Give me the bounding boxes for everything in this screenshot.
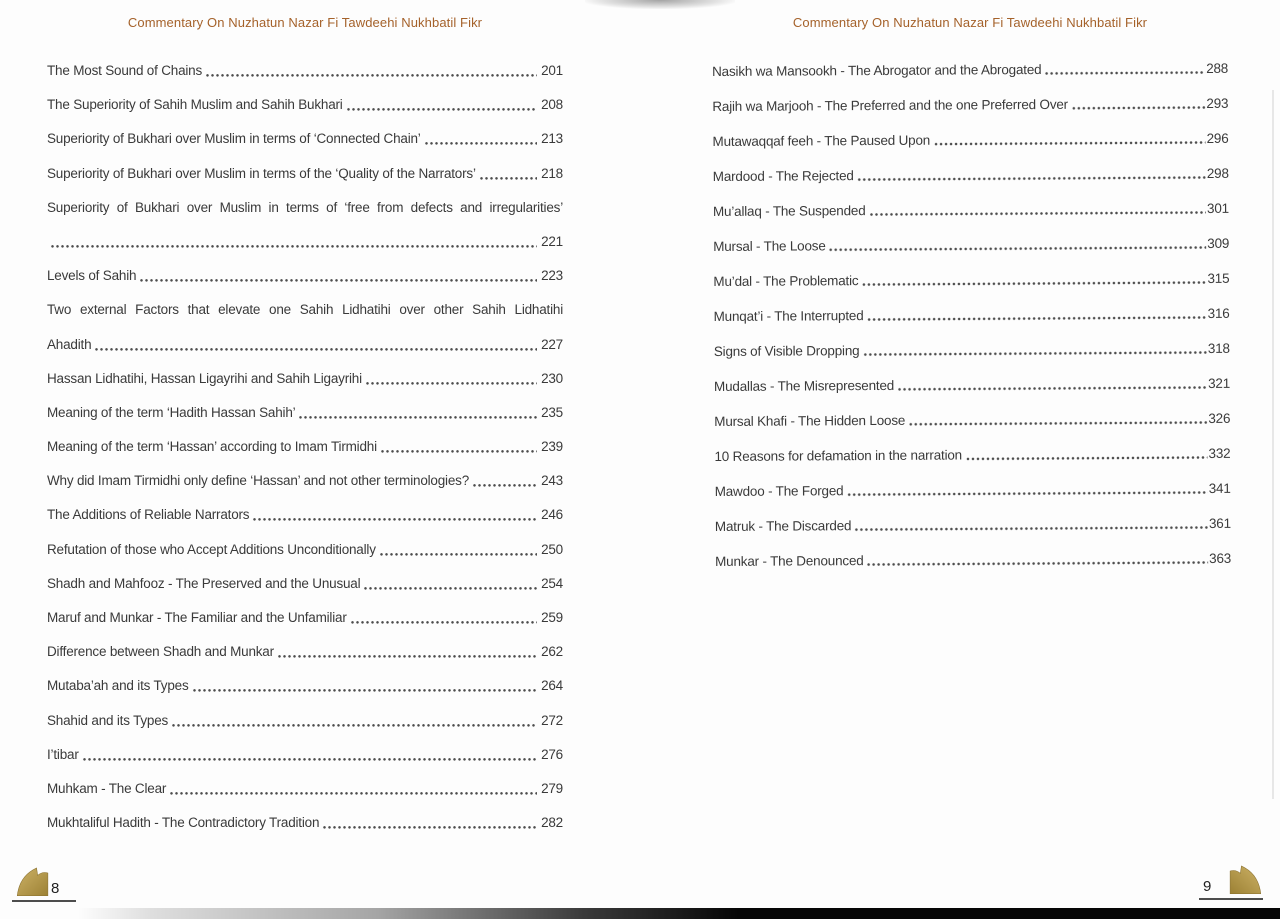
toc-page-number: 227 (541, 336, 563, 352)
toc-entry-title: Munqat’i - The Interrupted (713, 308, 864, 324)
toc-entry-title: Meaning of the term ‘Hadith Hassan Sahih’ (47, 404, 296, 420)
running-header-left: Commentary On Nuzhatun Nazar Fi Tawdeehi Nukhbatil Fikr (127, 15, 483, 30)
toc-page-number: 298 (1206, 165, 1229, 181)
toc-page-number: 223 (541, 268, 563, 284)
toc-leader-dots (965, 436, 1208, 472)
toc-leader-dots (1044, 51, 1205, 87)
toc-entry-title: Mursal - The Loose (713, 238, 826, 254)
toc-entry (47, 533, 563, 567)
toc-entry-title: Mudallas - The Misrepresented (713, 377, 895, 394)
toc-leader-dots (1071, 86, 1206, 122)
toc-entry (47, 669, 563, 703)
toc-leader-dots (171, 704, 537, 738)
toc-leader-dots (854, 506, 1208, 543)
toc-entry-title: Superiority of Bukhari over Muslim in terms of ‘Connected Chain’ (47, 131, 421, 147)
toc-entry (47, 772, 563, 806)
toc-entry (47, 362, 563, 396)
toc-page-number: 282 (541, 815, 563, 831)
toc-page-number: 276 (541, 746, 563, 762)
toc-entry-title: Why did Imam Tirmidhi only define ‘Hassan’ and not other terminologies? (47, 473, 470, 489)
toc-entry-wrapped-line: Two external Factors that elevate one Sahih Lidhatihi over other Sahih Lidhatihi (47, 302, 563, 318)
toc-entry (712, 86, 1228, 124)
corner-rule-right (1199, 898, 1263, 900)
toc-entry-title: Hassan Lidhatihi, Hassan Ligayrihi and Sahih Ligayrihi (47, 370, 362, 386)
toc-page-number: 262 (541, 644, 563, 660)
toc-entry (47, 396, 563, 430)
toc-page-number: 316 (1207, 305, 1230, 321)
toc-entry-title: Rajih wa Marjooh - The Preferred and the one Preferred Over (712, 96, 1069, 114)
toc-leader-dots (350, 601, 537, 635)
page-corner-right (1199, 862, 1263, 900)
toc-page-number: 318 (1207, 340, 1230, 356)
toc-entry-title: Mutawaqqaf feeh - The Paused Upon (712, 132, 931, 149)
toc-leader-dots (346, 88, 537, 122)
toc-entry-title: Munkar - The Denounced (715, 553, 864, 569)
toc-entry (715, 541, 1231, 579)
toc-entry (47, 704, 563, 738)
page-number-left: 8 (51, 880, 60, 897)
toc-leader-dots (846, 471, 1207, 508)
toc-entry (47, 567, 563, 601)
toc-entry (47, 157, 563, 191)
page-number-right: 9 (1203, 878, 1212, 895)
toc-entry-title: Difference between Shadh and Munkar (47, 644, 274, 660)
toc-leader-dots (829, 226, 1207, 263)
toc-leader-dots (169, 772, 537, 806)
toc-entry (715, 471, 1231, 509)
toc-page-number: 332 (1208, 445, 1231, 461)
toc-entry (713, 296, 1229, 334)
toc-page-number: 264 (541, 678, 563, 694)
toc-entry (47, 738, 563, 772)
toc-leader-dots (50, 225, 537, 259)
toc-entry (712, 121, 1228, 159)
toc-leader-dots (205, 54, 537, 88)
spine-shadow (585, 0, 735, 9)
scan-edge-shadow (78, 908, 1280, 919)
toc-entry-title: Ahadith (47, 336, 92, 352)
toc-page-number: 301 (1206, 200, 1229, 216)
toc-page-number: 221 (541, 233, 563, 249)
toc-entry-title: Mu’allaq - The Suspended (712, 203, 866, 219)
toc-page-number: 361 (1208, 515, 1231, 531)
toc-leader-dots (868, 191, 1206, 228)
toc-page-number: 309 (1207, 235, 1230, 251)
toc-entry (47, 259, 563, 293)
toc-leader-dots (933, 121, 1206, 158)
toc-entry-title: I’tibar (47, 746, 79, 762)
toc-entry (715, 506, 1231, 544)
toc-leader-dots (363, 567, 537, 601)
toc-entry (47, 122, 563, 156)
toc-entry (714, 331, 1230, 369)
toc-page-number: 321 (1208, 375, 1231, 391)
toc-entry (714, 366, 1230, 404)
toc-entry-title: Maruf and Munkar - The Familiar and the Unfamiliar (47, 610, 347, 625)
toc-entry-title: Shadh and Mahfooz - The Preserved and the Unusual (47, 575, 361, 591)
toc-page-number: 230 (541, 370, 563, 386)
toc-leader-dots (94, 328, 537, 362)
toc-leader-dots (866, 296, 1206, 333)
toc-entry-title: Mu’dal - The Problematic (713, 273, 859, 289)
toc-entry-title: Meaning of the term ‘Hassan’ according to Imam Tirmidhi (47, 439, 377, 455)
toc-entry-title: Matruk - The Discarded (714, 518, 852, 534)
toc-leader-dots (379, 533, 537, 567)
toc-leader-dots (252, 498, 537, 532)
toc-page-number: 296 (1206, 130, 1229, 146)
toc-page-number: 315 (1207, 270, 1230, 286)
toc-entry (47, 464, 563, 498)
toc-entry (713, 261, 1229, 299)
toc-page-number: 201 (541, 63, 563, 78)
toc-leader-dots (192, 669, 538, 703)
toc-page-number: 341 (1208, 480, 1231, 496)
toc-leader-dots (365, 362, 537, 396)
toc-entry (47, 806, 563, 840)
toc-page-number: 250 (541, 541, 563, 557)
toc-entry-title: Nasikh wa Mansookh - The Abrogator and the Abrogated (712, 61, 1042, 79)
toc-leader-dots (862, 331, 1207, 368)
right-page (712, 14, 1232, 579)
toc-leader-dots (322, 806, 537, 840)
toc-page-number: 235 (541, 404, 563, 420)
toc-entry (714, 401, 1230, 439)
toc-page-number: 246 (541, 507, 563, 523)
toc-entry-title: Shahid and its Types (47, 712, 169, 728)
toc-leader-dots (82, 738, 537, 772)
toc-leader-dots (277, 635, 537, 669)
toc-entry-title: The Additions of Reliable Narrators (47, 507, 250, 523)
page-corner-left (12, 864, 76, 902)
toc-entry (47, 635, 563, 669)
toc-entry-title: Refutation of those who Accept Additions Unconditionally (47, 541, 376, 557)
toc-entry (47, 328, 563, 362)
toc-entry (47, 601, 563, 635)
toc-entry-title: 10 Reasons for defamation in the narration (714, 447, 963, 464)
toc-leader-dots (861, 261, 1206, 298)
toc-entry-title: Mawdoo - The Forged (714, 483, 844, 499)
toc-leader-dots (857, 156, 1206, 193)
toc-page-number: 239 (541, 439, 563, 455)
toc-entry-title: The Most Sound of Chains (47, 63, 203, 78)
toc-entry (47, 88, 563, 122)
left-page (47, 14, 563, 840)
toc-entry (713, 156, 1229, 194)
toc-entry-title: Signs of Visible Dropping (713, 343, 860, 359)
toc-entry-title: Superiority of Bukhari over Muslim in terms of the ‘Quality of the Narrators’ (47, 165, 476, 181)
toc-entry (714, 436, 1230, 474)
toc-leader-dots (866, 541, 1208, 578)
toc-leader-dots (472, 464, 537, 498)
toc-page-number: 279 (541, 780, 563, 796)
toc-entry (47, 498, 563, 532)
toc-entry (713, 226, 1229, 264)
toc-entry (713, 191, 1229, 229)
toc-leader-dots (479, 157, 537, 191)
toc-page-number: 254 (541, 575, 563, 591)
toc-page-number: 326 (1208, 410, 1231, 426)
toc-left (47, 54, 563, 840)
toc-page-number: 288 (1206, 60, 1229, 76)
toc-page-number: 208 (541, 97, 563, 113)
toc-page-number: 363 (1209, 550, 1232, 566)
toc-entry-title: Mutaba’ah and its Types (47, 678, 189, 694)
toc-entry-title: Mukhtaliful Hadith - The Contradictory Tradition (47, 815, 320, 831)
toc-entry-title: Mursal Khafi - The Hidden Loose (714, 412, 906, 429)
corner-rule-left (12, 900, 76, 902)
page-edge-line (1272, 90, 1274, 799)
toc-entry-title: Levels of Sahih (47, 268, 137, 284)
toc-leader-dots (380, 430, 537, 464)
toc-leader-dots (424, 122, 537, 156)
toc-page-number: 218 (541, 165, 563, 181)
toc-leader-dots (897, 366, 1207, 403)
toc-page-number: 243 (541, 473, 563, 489)
toc-entry (47, 430, 563, 464)
toc-page-number: 293 (1206, 95, 1229, 111)
toc-entry-title: The Superiority of Sahih Muslim and Sahih Bukhari (47, 97, 343, 113)
toc-page-number: 272 (541, 712, 563, 728)
toc-entry (47, 225, 563, 259)
toc-leader-dots (908, 401, 1207, 438)
toc-leader-dots (139, 259, 537, 293)
toc-entry-wrapped-line: Superiority of Bukhari over Muslim in terms of ‘free from defects and irregularities’ (47, 199, 563, 215)
toc-entry-title: Mardood - The Rejected (712, 168, 854, 184)
toc-right (712, 51, 1231, 579)
toc-entry-title: Muhkam - The Clear (47, 780, 167, 796)
gold-wave-ornament-icon (1229, 862, 1263, 896)
gold-wave-ornament-icon (15, 864, 49, 898)
toc-leader-dots (298, 396, 537, 430)
toc-page-number: 259 (541, 610, 563, 625)
toc-entry (712, 51, 1228, 89)
toc-page-number: 213 (541, 131, 563, 147)
toc-entry (47, 54, 563, 88)
running-header-right: Commentary On Nuzhatun Nazar Fi Tawdeehi Nukhbatil Fikr (792, 15, 1148, 30)
